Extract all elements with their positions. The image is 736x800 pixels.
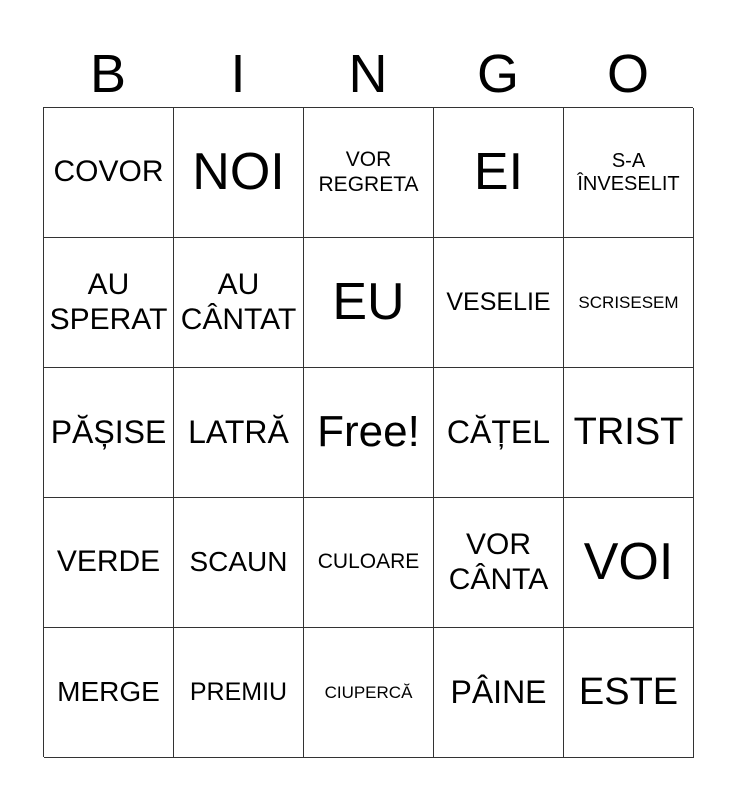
- bingo-cell-r3-c3-free[interactable]: Free!: [304, 368, 434, 498]
- bingo-cell-r1-c2[interactable]: NOI: [174, 108, 304, 238]
- bingo-cell-r5-c2[interactable]: PREMIU: [174, 628, 304, 758]
- bingo-cell-r1-c4[interactable]: EI: [434, 108, 564, 238]
- bingo-cell-r3-c1[interactable]: PĂȘISE: [44, 368, 174, 498]
- bingo-cell-r4-c2[interactable]: SCAUN: [174, 498, 304, 628]
- bingo-cell-r4-c1[interactable]: VERDE: [44, 498, 174, 628]
- bingo-cell-r2-c2[interactable]: AU CÂNTAT: [174, 238, 304, 368]
- header-letter-i: I: [230, 44, 246, 104]
- bingo-cell-r5-c3[interactable]: CIUPERCĂ: [304, 628, 434, 758]
- bingo-cell-r2-c3[interactable]: EU: [304, 238, 434, 368]
- bingo-grid: [43, 107, 693, 757]
- bingo-cell-r2-c1[interactable]: AU SPERAT: [44, 238, 174, 368]
- bingo-cell-r3-c2[interactable]: LATRĂ: [174, 368, 304, 498]
- bingo-cell-r3-c4[interactable]: CĂȚEL: [434, 368, 564, 498]
- bingo-cell-r5-c4[interactable]: PÂINE: [434, 628, 564, 758]
- bingo-cell-r2-c5[interactable]: SCRISESEM: [564, 238, 694, 368]
- header-letter-g: G: [476, 44, 519, 104]
- bingo-header: [43, 40, 693, 108]
- bingo-cell-r1-c3[interactable]: VOR REGRETA: [304, 108, 434, 238]
- bingo-cell-r4-c5[interactable]: VOI: [564, 498, 694, 628]
- bingo-cell-r1-c1[interactable]: COVOR: [44, 108, 174, 238]
- bingo-cell-r5-c1[interactable]: MERGE: [44, 628, 174, 758]
- bingo-cell-r4-c3[interactable]: CULOARE: [304, 498, 434, 628]
- bingo-cell-r3-c5[interactable]: TRIST: [564, 368, 694, 498]
- bingo-cell-r5-c5[interactable]: ESTE: [564, 628, 694, 758]
- header-letter-b: B: [89, 44, 127, 104]
- bingo-cell-r4-c4[interactable]: VOR CÂNTA: [434, 498, 564, 628]
- bingo-cell-r1-c5[interactable]: S-A ÎNVESELIT: [564, 108, 694, 238]
- header-letter-o: O: [606, 44, 649, 104]
- header-letter-n: N: [348, 44, 388, 104]
- bingo-cell-r2-c4[interactable]: VESELIE: [434, 238, 564, 368]
